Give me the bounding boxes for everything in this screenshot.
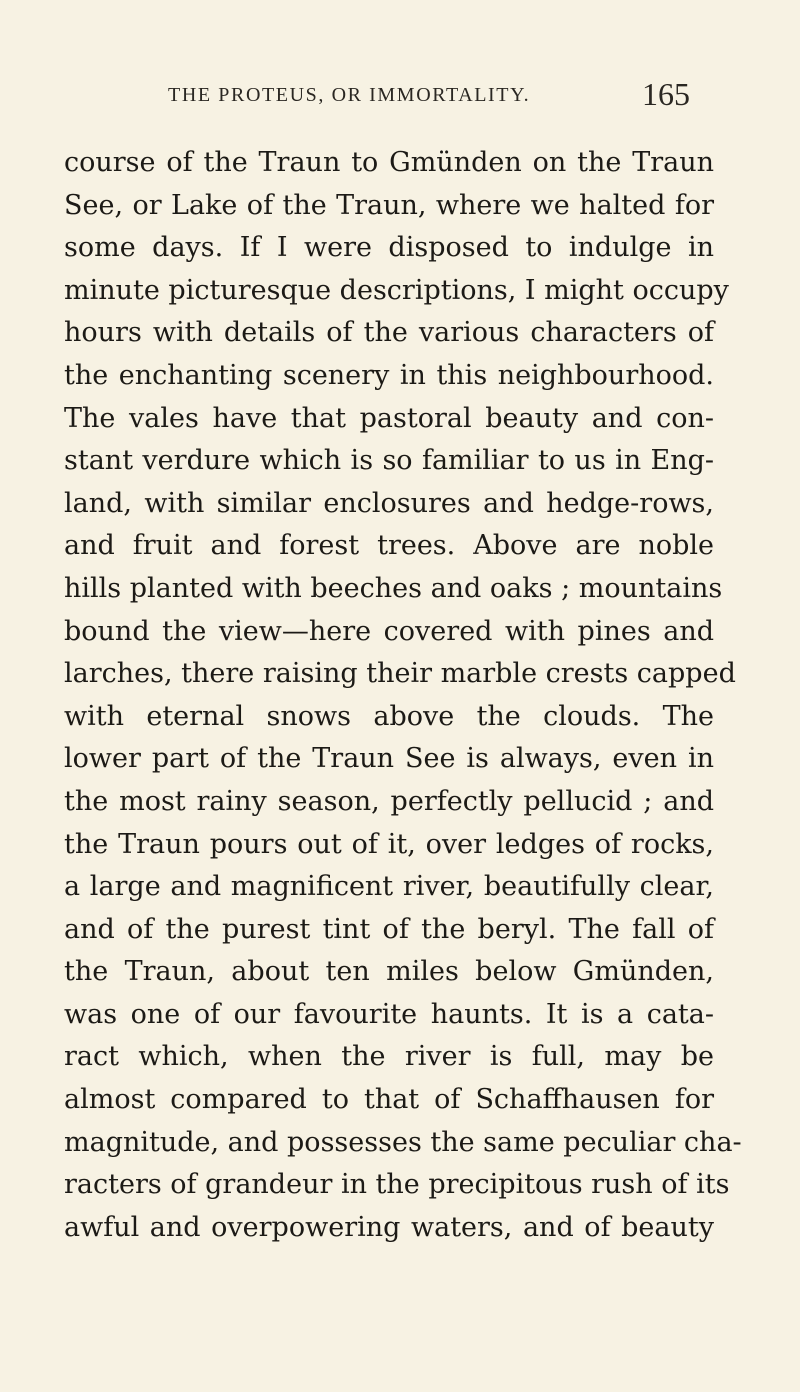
text-line: the enchanting scenery in this neighbourhood. — [64, 359, 714, 391]
text-line: land, with similar enclosures and hedge-rows, — [64, 487, 714, 519]
text-line: The vales have that pastoral beauty and con- — [64, 402, 714, 434]
text-line: bound the view—here covered with pines and — [64, 615, 714, 647]
text-line: ract which, when the river is full, may be — [64, 1041, 714, 1073]
text-line: some days. If I were disposed to indulge in — [64, 232, 714, 264]
text-line: with eternal snows above the clouds. The — [64, 700, 714, 732]
running-title: THE PROTEUS, OR IMMORTALITY. — [168, 84, 531, 106]
text-line: lower part of the Traun See is always, even in — [64, 743, 714, 775]
text-line: was one of our favourite haunts. It is a cata- — [64, 998, 714, 1030]
body-text — [64, 142, 742, 1249]
text-line: and of the purest tint of the beryl. The fall of — [64, 913, 714, 945]
text-line: almost compared to that of Schaffhausen for — [64, 1084, 714, 1116]
text-line: the most rainy season, perfectly pellucid ; and — [64, 785, 714, 817]
text-line: stant verdure which is so familiar to us in Eng- — [64, 445, 714, 477]
text-line: awful and overpowering waters, and of beauty — [64, 1211, 714, 1243]
text-line: hours with details of the various characters of — [64, 317, 714, 349]
text-line: minute picturesque descriptions, I might occupy — [64, 274, 729, 306]
text-line: See, or Lake of the Traun, where we halted for — [64, 189, 714, 221]
running-head — [0, 76, 800, 116]
text-line: the Traun, about ten miles below Gmünden, — [64, 956, 714, 988]
text-line: a large and magnificent river, beautifully clear, — [64, 871, 714, 903]
text-line: and fruit and forest trees. Above are noble — [64, 530, 714, 562]
text-line: racters of grandeur in the precipitous rush of its — [64, 1169, 730, 1201]
text-line: the Traun pours out of it, over ledges of rocks, — [64, 828, 714, 860]
text-line: larches, there raising their marble crests capped — [64, 658, 736, 690]
page-number: 165 — [642, 76, 690, 112]
text-line: magnitude, and possesses the same peculiar cha- — [64, 1126, 742, 1158]
text-line: hills planted with beeches and oaks ; mountains — [64, 572, 723, 604]
text-line: course of the Traun to Gmünden on the Traun — [64, 147, 714, 178]
